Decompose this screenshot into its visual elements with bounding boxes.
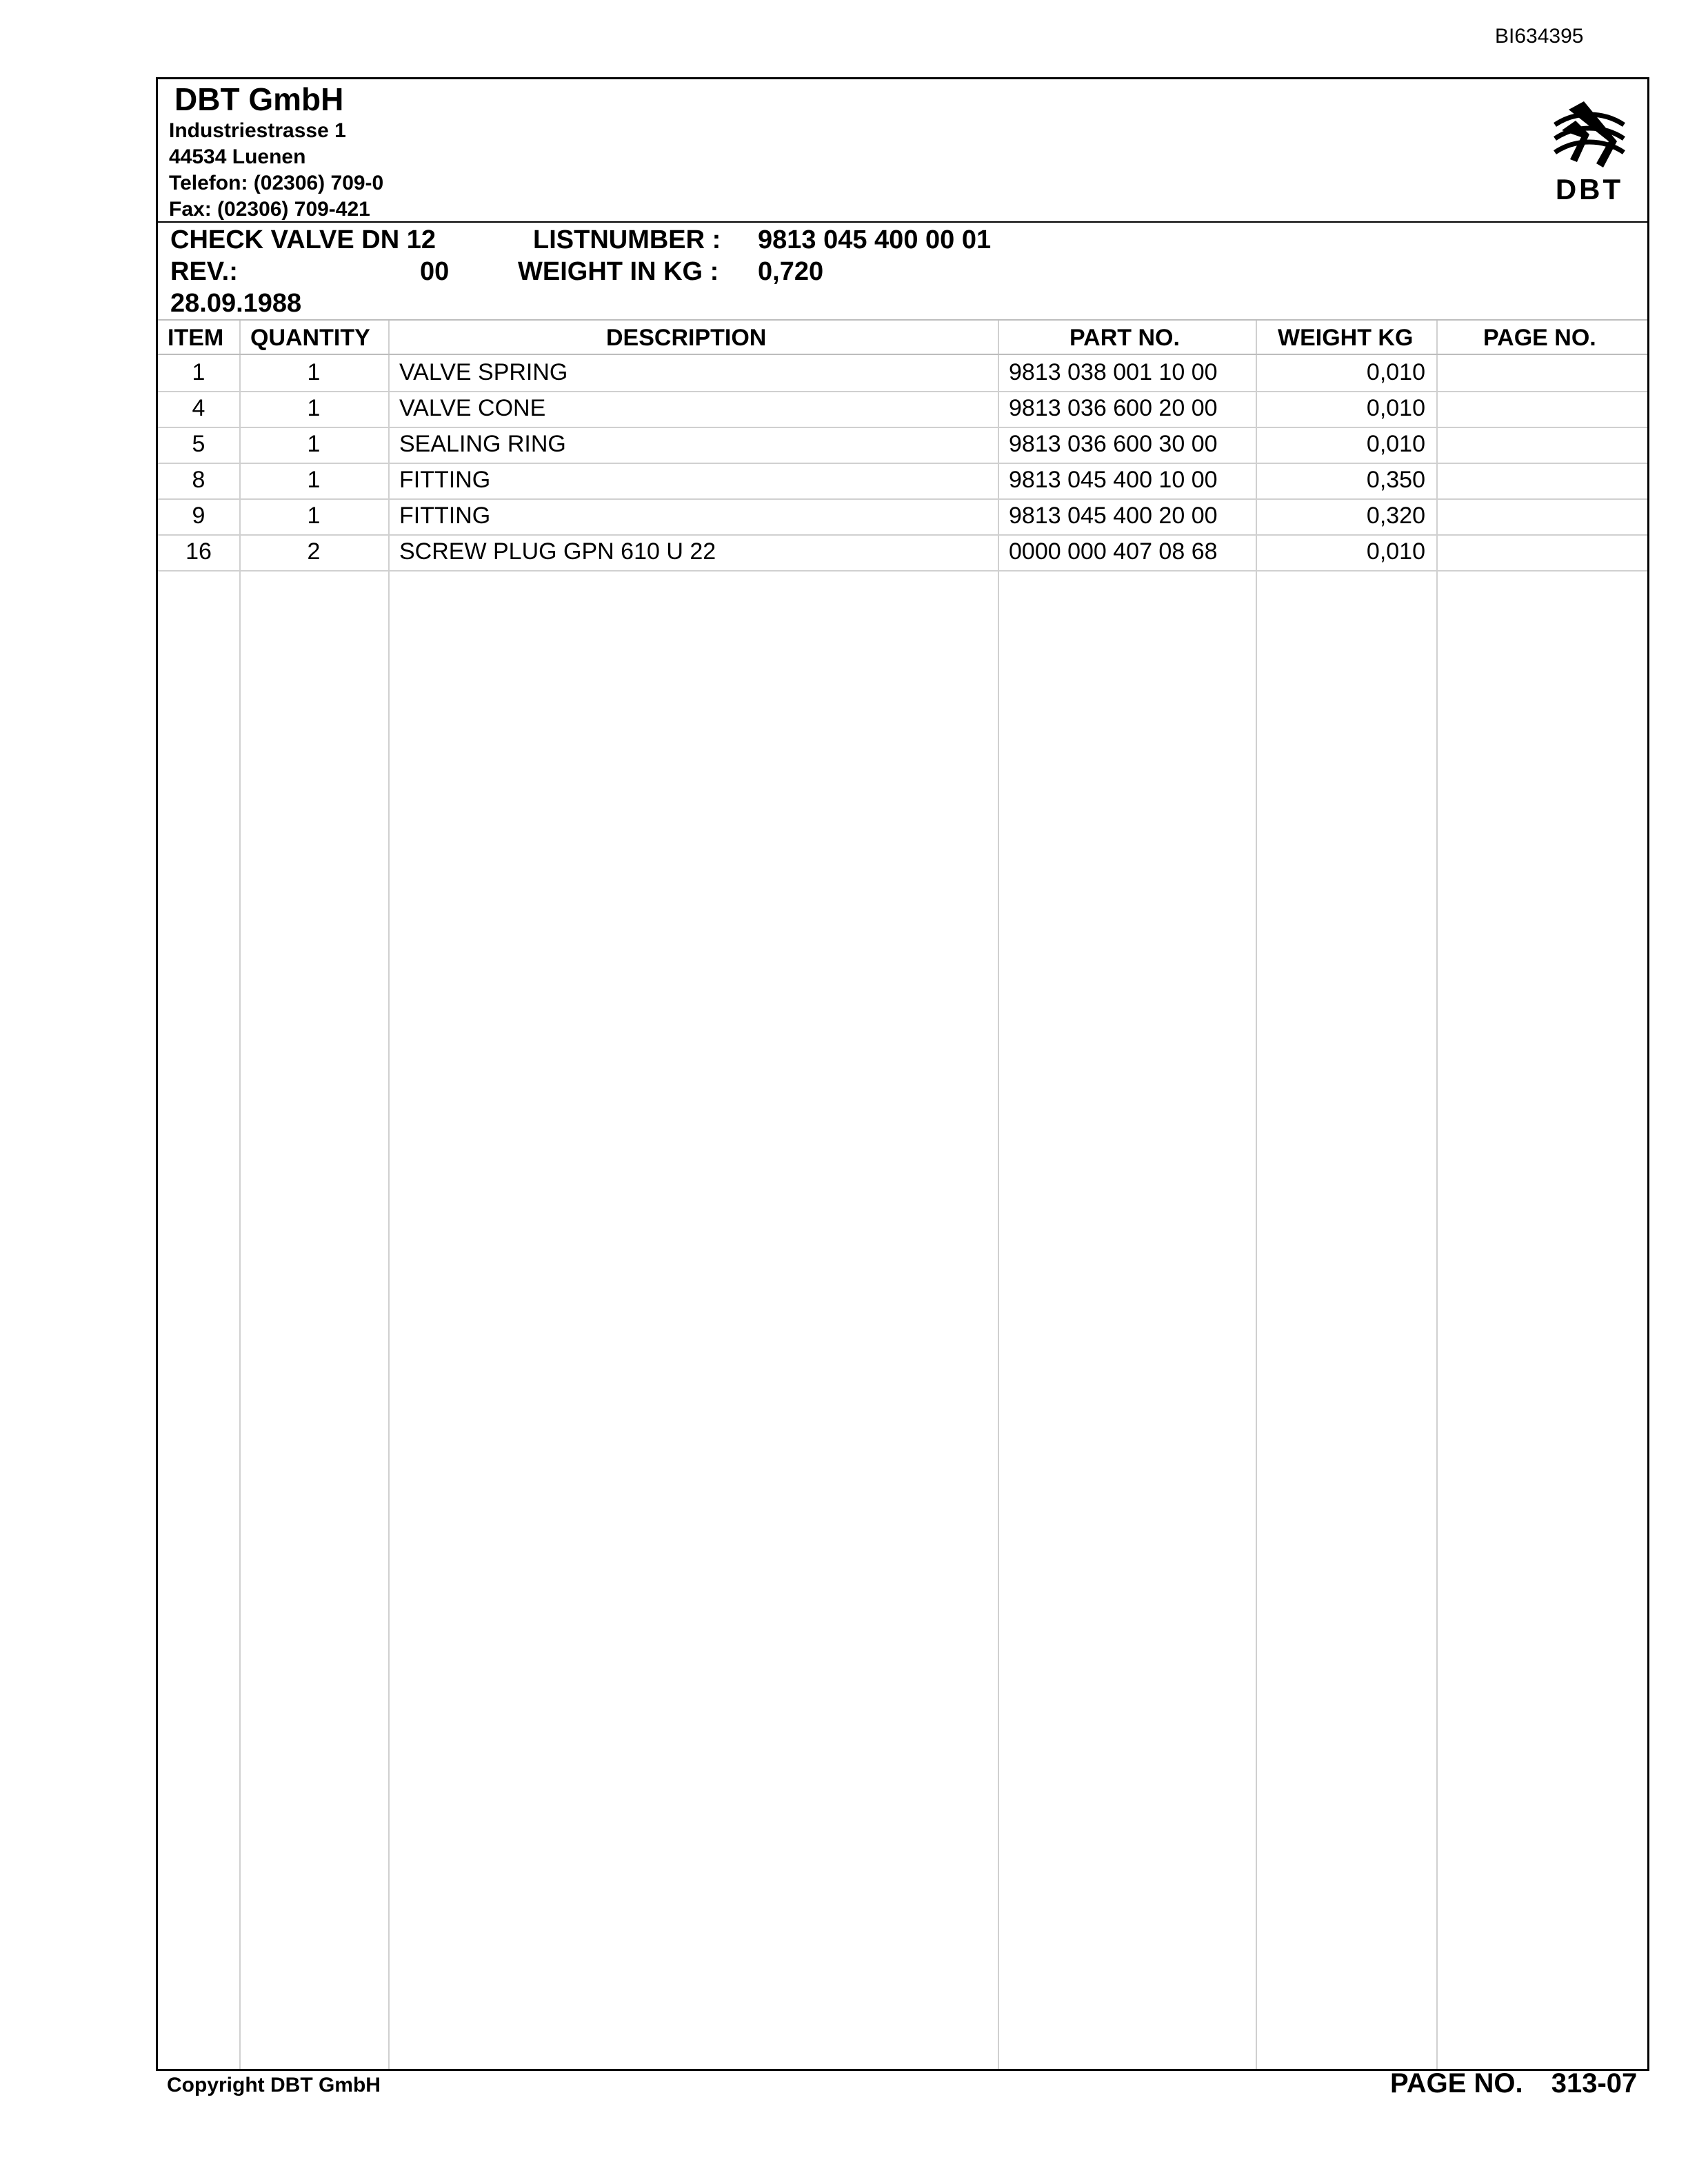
cell-description: FITTING: [399, 467, 491, 493]
list-title: CHECK VALVE DN 12: [170, 225, 436, 254]
cell-description: SCREW PLUG GPN 610 U 22: [399, 538, 716, 565]
table-header: [158, 321, 1647, 355]
document-id: BI634395: [1495, 25, 1584, 48]
company-name: DBT GmbH: [174, 81, 344, 117]
parts-list-frame: [156, 77, 1649, 2071]
page-number-value: 313-07: [1551, 2068, 1638, 2099]
cell-item: 1: [192, 359, 205, 385]
weight-label: WEIGHT IN KG :: [518, 257, 719, 286]
cell-part-no: 9813 045 400 10 00: [1009, 467, 1218, 493]
weight-value: 0,720: [758, 257, 824, 286]
column-divider: [239, 321, 241, 2069]
dbt-logo-mark: [1548, 96, 1631, 206]
cell-part-no: 9813 045 400 20 00: [1009, 503, 1218, 529]
cell-weight: 0,350: [1366, 467, 1425, 493]
cell-description: VALVE SPRING: [399, 359, 568, 385]
company-city: 44534 Luenen: [169, 145, 306, 168]
table-row: [158, 498, 1647, 536]
cell-quantity: 1: [307, 467, 321, 493]
cell-description: SEALING RING: [399, 431, 566, 457]
cell-quantity: 1: [307, 503, 321, 529]
cell-item: 16: [185, 538, 212, 565]
table-row: [158, 391, 1647, 428]
table-row: [158, 534, 1647, 572]
cell-weight: 0,010: [1366, 538, 1425, 565]
column-divider: [1256, 321, 1257, 2069]
cell-quantity: 1: [307, 431, 321, 457]
company-street: Industriestrasse 1: [169, 119, 346, 142]
company-fax: Fax: (02306) 709-421: [169, 198, 370, 221]
column-divider: [1436, 321, 1438, 2069]
page-number: [1390, 2068, 1637, 2099]
page-number-label: PAGE NO.: [1390, 2068, 1523, 2099]
cell-quantity: 1: [307, 395, 321, 421]
column-header-item: ITEM: [168, 325, 224, 351]
column-divider: [388, 321, 390, 2069]
dbt-logo: [1548, 96, 1631, 206]
column-header-page-no: PAGE NO.: [1483, 325, 1596, 351]
cell-quantity: 2: [307, 538, 321, 565]
table-row: [158, 463, 1647, 500]
column-header-quantity: QUANTITY: [250, 325, 370, 351]
cell-quantity: 1: [307, 359, 321, 385]
cell-weight: 0,010: [1366, 359, 1425, 385]
cell-weight: 0,010: [1366, 431, 1425, 457]
column-header-weight: WEIGHT KG: [1278, 325, 1414, 351]
header-divider: [158, 221, 1647, 223]
revision-value: 00: [420, 257, 450, 286]
listnumber-label: LISTNUMBER :: [533, 225, 721, 254]
listnumber-value: 9813 045 400 00 01: [758, 225, 992, 254]
cell-part-no: 0000 000 407 08 68: [1009, 538, 1218, 565]
column-divider: [998, 321, 999, 2069]
list-date: 28.09.1988: [170, 289, 302, 318]
logo-text: DBT: [1555, 173, 1624, 205]
cell-description: FITTING: [399, 503, 491, 529]
copyright-notice: Copyright DBT GmbH: [167, 2074, 381, 2096]
cell-item: 5: [192, 431, 205, 457]
column-header-description: DESCRIPTION: [606, 325, 767, 351]
cell-weight: 0,320: [1366, 503, 1425, 529]
table-row: [158, 427, 1647, 464]
table-row: [158, 355, 1647, 392]
cell-part-no: 9813 036 600 30 00: [1009, 431, 1218, 457]
cell-part-no: 9813 038 001 10 00: [1009, 359, 1218, 385]
cell-item: 4: [192, 395, 205, 421]
column-header-part-no: PART NO.: [1069, 325, 1180, 351]
revision-label: REV.:: [170, 257, 238, 286]
cell-item: 8: [192, 467, 205, 493]
cell-item: 9: [192, 503, 205, 529]
cell-weight: 0,010: [1366, 395, 1425, 421]
cell-description: VALVE CONE: [399, 395, 546, 421]
company-phone: Telefon: (02306) 709-0: [169, 172, 384, 194]
cell-part-no: 9813 036 600 20 00: [1009, 395, 1218, 421]
